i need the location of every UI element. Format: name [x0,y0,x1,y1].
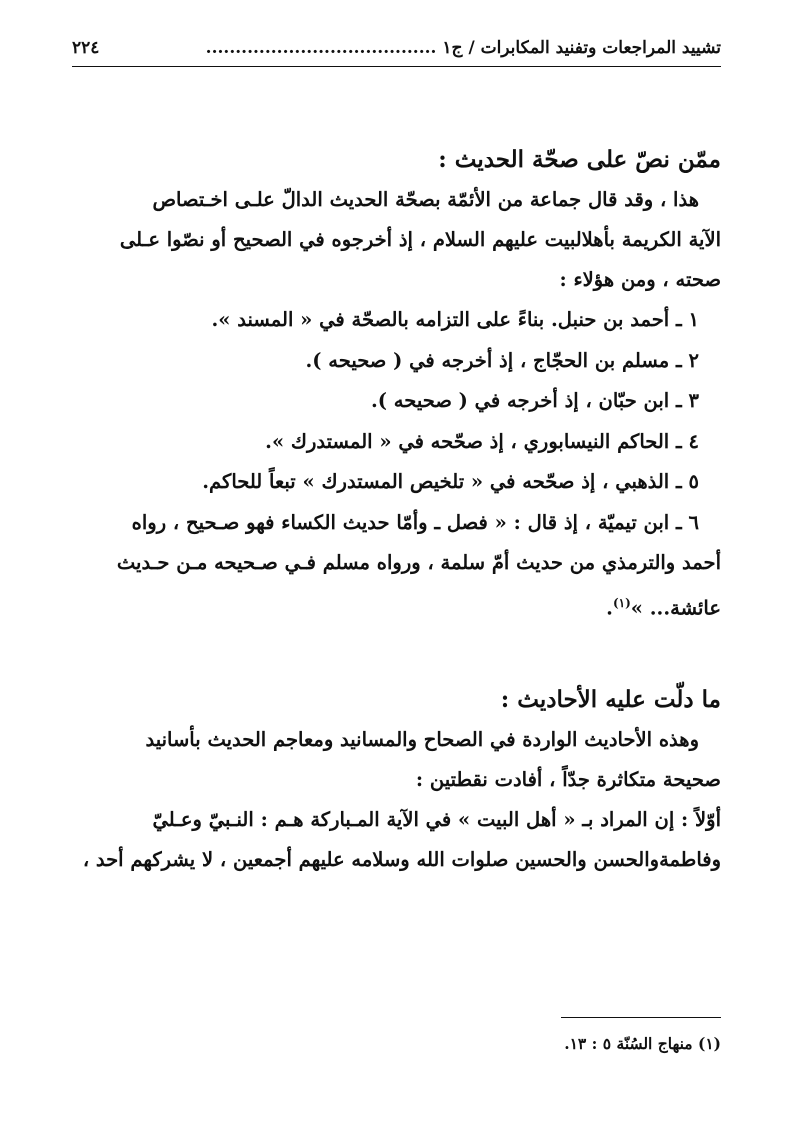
running-header [72,34,721,62]
section-heading-implications: ما دلّت عليه الأحاديث : [500,686,721,713]
page-number: ٢٢٤ [72,38,100,58]
header-rule [72,66,721,67]
list-item: ٣ ـ ابن حبّان ، إذ أخرجه في ( صحيحه ). [371,389,699,412]
point1-lead: أوّلاً [695,808,721,831]
header-leader-dots: ....................................... [205,38,437,58]
intro-line-3: صحته ، ومن هؤلاء : [559,268,721,291]
point1-line-1 [72,800,721,840]
item6-quote-end: عائشة... » [630,596,721,619]
list-item: ١ ـ أحمد بن حنبل. بناءً على التزامه بالصحّة في « المسند ». [211,308,699,331]
item6-line-1: ٦ ـ ابن تيميّة ، إذ قال : « فصل ـ وأمّا حديث الكساء فهو صـحيح ، رواه [131,510,699,534]
footnote-rule [561,1017,721,1018]
list-item: ٤ ـ الحاكم النيسابوري ، إذ صحّحه في « المستدرك ». [265,429,699,453]
intro-line-2: الآية الكريمة بأهلالبيت عليهم السلام ، إذ أخرجوه في الصحيح أو نصّوا عـلى [119,228,721,251]
header-title: تشييد المراجعات وتفنيد المكابرات / ج١ [442,38,721,58]
footnote: (١) منهاج السُنّة ٥ : ١٣. [564,1034,721,1053]
list-item: ٢ ـ مسلم بن الحجّاج ، إذ أخرجه في ( صحيحه ). [305,348,699,372]
section2-line-2: صحيحة متكاثرة جدّاً ، أفادت نقطتين : [415,768,721,791]
section-heading-authenticators: ممّن نصّ على صحّة الحديث : [438,146,721,173]
point1-text: : إن المراد بـ « أهل البيت » في الآية المـباركة هـم : النـبيّ وعـليّ [152,808,696,831]
header-title-group [206,38,721,58]
section2-line-1: وهذه الأحاديث الواردة في الصحاح والمسانيد ومعاجم الحديث بأسانيد [145,728,699,751]
item6-period: . [606,596,613,619]
footnote-reference[interactable]: (١) [612,595,631,610]
item6-line-2: أحمد والترمذي من حديث أمّ سلمة ، ورواه مسلم فـي صـحيحه مـن حـديث [116,550,721,574]
point1-line-2: وفاطمةوالحسن والحسين صلوات الله وسلامه عليهم أجمعين ، لا يشركهم أحد ، [82,848,721,871]
item6-line-3 [72,583,721,629]
intro-line-1: هذا ، وقد قال جماعة من الأئمّة بصحّة الحديث الدالّ علـى اخـتصاص [152,188,699,211]
page-body [72,140,721,880]
list-item: ٥ ـ الذهبي ، إذ صحّحه في « تلخيص المستدرك » تبعاً للحاكم. [202,470,699,493]
section-gap [72,628,721,680]
